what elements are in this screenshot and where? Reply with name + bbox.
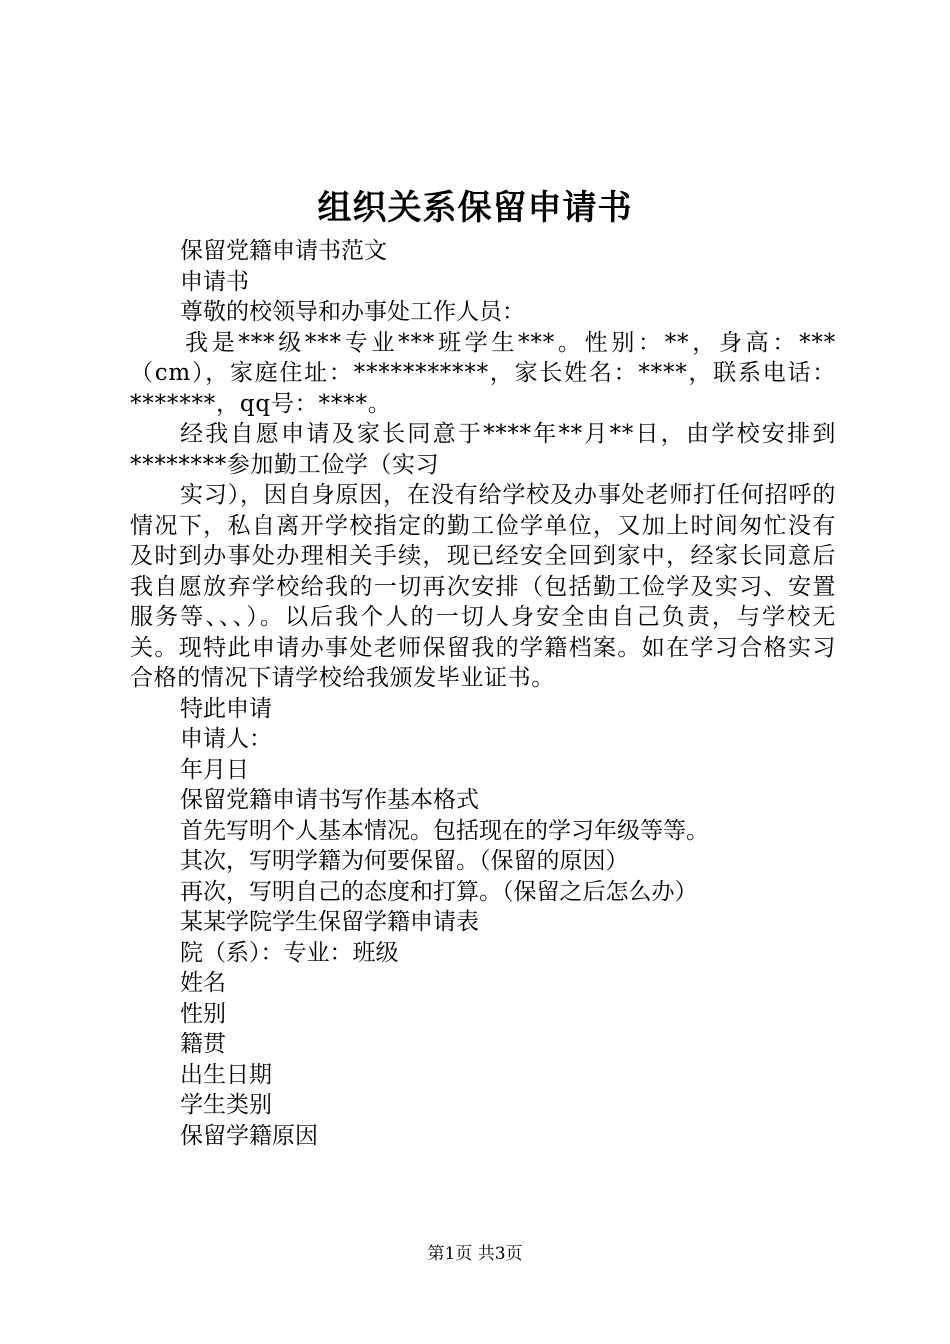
salutation: 尊敬的校领导和办事处工作人员： (180, 299, 525, 325)
text-line: 院（系）：专业：班级 (180, 939, 399, 966)
text-line: 其次，写明学籍为何要保留。（保留的原因） (180, 848, 629, 874)
document-title: 组织关系保留申请书 (317, 188, 633, 228)
paragraph: 经我自愿申请及家长同意于****年**月**日，由学校安排到********参加勤工俭学（实习 (130, 421, 836, 478)
text-line: 保留学籍原因 (180, 1122, 318, 1149)
text-line: 申请书 (180, 268, 249, 295)
text-line: 再次，写明自己的态度和打算。（保留之后怎么办） (180, 878, 698, 905)
text-line: 籍贯 (180, 1031, 226, 1057)
paragraph: 实习），因自身原因，在没有给学校及办事处老师打任何招呼的情况下，私自离开学校指定的勤工俭学单位，又加上时间匆忙没有及时到办事处办理相关手续，现已经安全回到家中，经家长同意后我自愿放弃学校给我的一切再次安排（包括勤工俭学及实习、安置服务等、、、）。以后我个人的一切人身安全由自己负责，与学校无关。现特此申请办事处老师保留我的学籍档案。如在学习合格实习合格的情况下请学校给我颁发毕业证书。 (130, 482, 836, 691)
text-line: 学生类别 (180, 1092, 272, 1118)
text-line: 年月日 (180, 756, 249, 783)
text-line: 保留党籍申请书范文 (180, 238, 387, 264)
text-line: 首先写明个人基本情况。包括现在的学习年级等等。 (180, 817, 709, 844)
document-body (130, 236, 836, 1151)
page-footer: 第1页 共3页 (427, 1244, 523, 1264)
text-line: 姓名 (180, 970, 226, 996)
paragraph: 我是***级***专业***班学生***。性别：**，身高：***（cm），家庭住址：***********，家长姓名：****，联系电话：*******，qq号：****。 (130, 329, 836, 417)
text-line: 性别 (180, 1000, 226, 1027)
text-line: 某某学院学生保留学籍申请表 (180, 909, 479, 935)
text-line: 保留党籍申请书写作基本格式 (180, 787, 479, 813)
text-line: 出生日期 (180, 1061, 272, 1088)
text-line: 特此申请 (180, 695, 272, 722)
text-line: 申请人： (180, 726, 272, 752)
